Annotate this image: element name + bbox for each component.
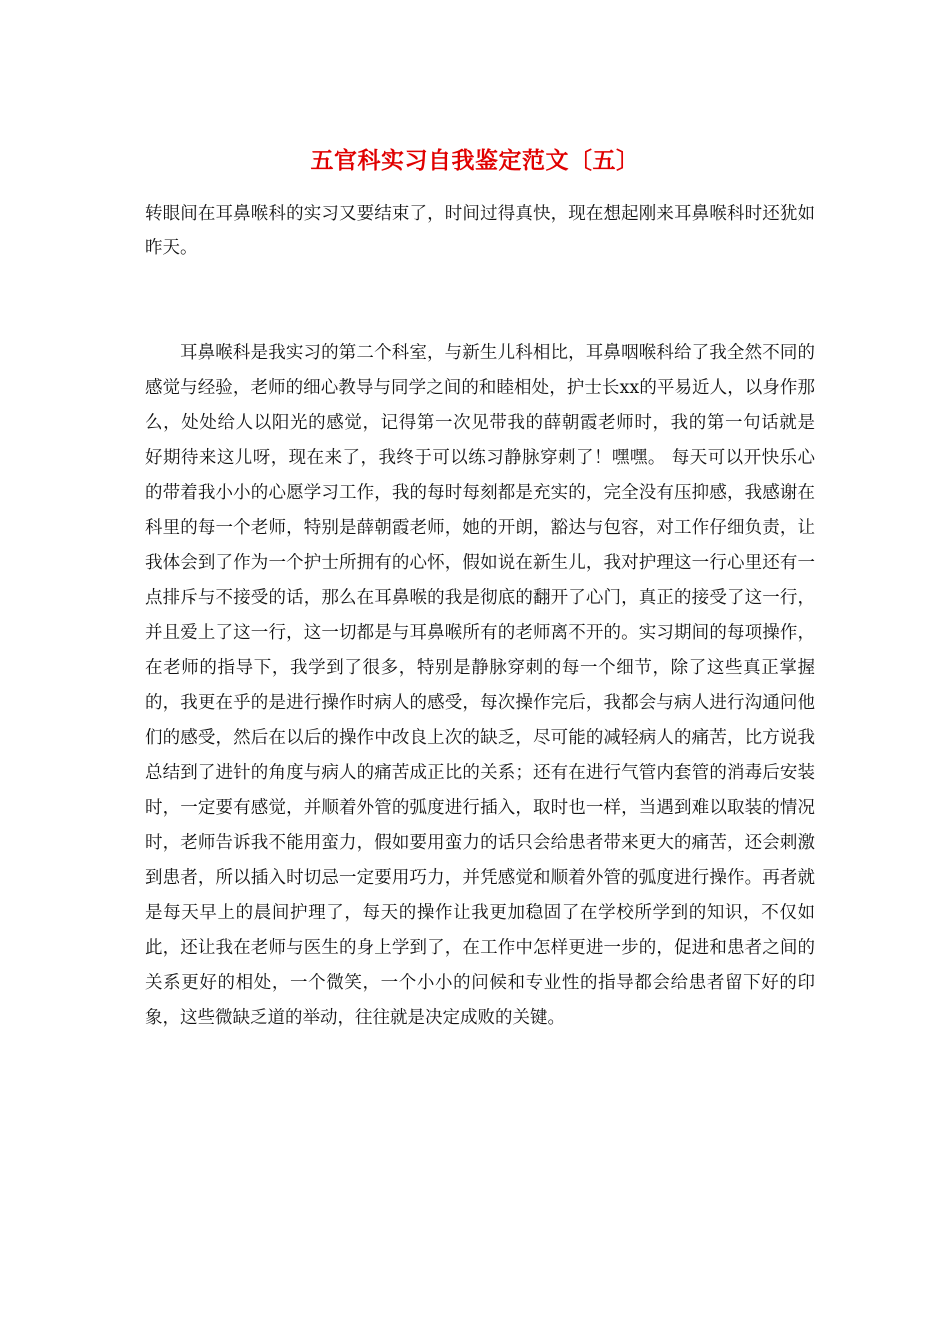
- document-title: 五官科实习自我鉴定范文〔五〕: [310, 147, 640, 174]
- intro-paragraph: 转眼间在耳鼻喉科的实习又要结束了，时间过得真快，现在想起刚来耳鼻喉科时还犹如昨天。: [145, 204, 815, 258]
- body-paragraph: 耳鼻喉科是我实习的第二个科室，与新生儿科相比，耳鼻咽喉科给了我全然不同的感觉与经验，老师的细心教导与同学之间的和睦相处，护士长xx的平易近人，以身作那么，处处给人以阳光的感觉，记得第一次见带我的薛朝霞老师时，我的第一句话就是 好期待来这儿呀，现在来了，我终于可以练习静脉穿刺了！嘿嘿。 每天可以开快乐心的带着我小小的心愿学习工作，我的每时每刻都是充实的，完全没有压抑感，我感谢在科里的每一个老师，特别是薛朝霞老师，她的开朗，豁达与包容，对工作仔细负责，让我体会到了作为一个护士所拥有的心怀，假如说在新生儿，我对护理这一行心里还有一点排斥与不接受的话，那么在耳鼻喉的我是彻底的翻开了心门，真正的接受了这一行，并且爱上了这一行，这一切都是与耳鼻喉所有的老师离不开的。实习期间的每项操作，在老师的指导下，我学到了很多，特别是静脉穿刺的每一个细节，除了这些真正掌握的，我更在乎的是进行操作时病人的感受，每次操作完后，我都会与病人进行沟通问他们的感受，然后在以后的操作中改良上次的缺乏，尽可能的减轻病人的痛苦，比方说我总结到了进针的角度与病人的痛苦成正比的关系；还有在进行气管内套管的消毒后安装时，一定要有感觉，并顺着外管的弧度进行插入，取时也一样，当遇到难以取装的情况时，老师告诉我不能用蛮力，假如要用蛮力的话只会给患者带来更大的痛苦，还会刺激到患者，所以插入时切忌一定要用巧力，并凭感觉和顺着外管的弧度进行操作。再者就是每天早上的晨间护理了，每天的操作让我更加稳固了在学校所学到的知识，不仅如此，还让我在老师与医生的身上学到了，在工作中怎样更进一步的，促进和患者之间的关系更好的相处，一个微笑，一个小小的问候和专业性的指导都会给患者留下好的印象，这些微缺乏道的举动，往往就是决定成败的关键。: [145, 343, 815, 1028]
